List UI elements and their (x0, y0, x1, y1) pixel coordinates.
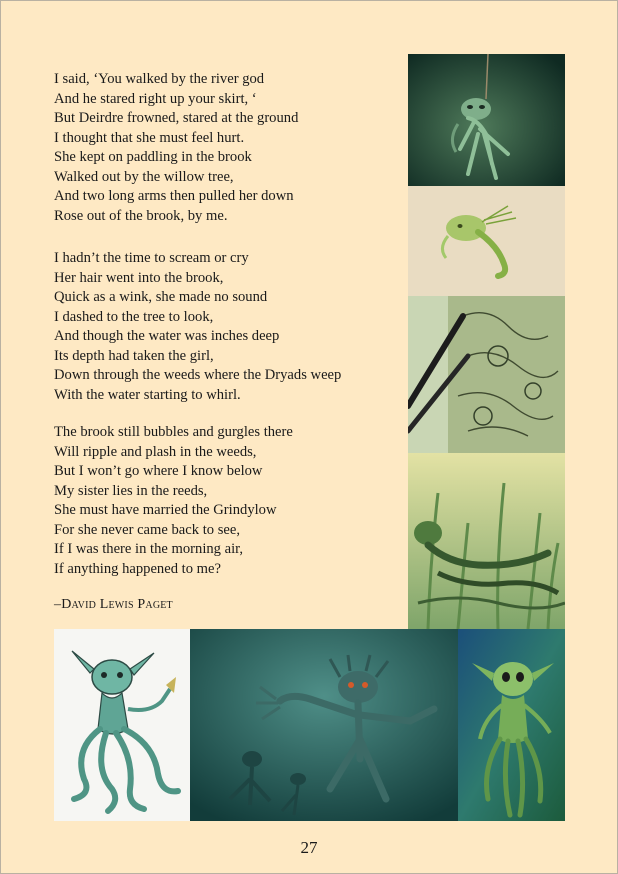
poem-stanza-3 (54, 423, 293, 579)
poem-line: I thought that she must feel hurt. (54, 129, 245, 146)
poem-line: I dashed to the tree to look, (54, 308, 214, 325)
poem-signature: –David Lewis Paget (54, 597, 173, 612)
poem-line: Quick as a wink, she made no sound (54, 289, 268, 305)
poem-stanza-1 (54, 70, 298, 226)
poem-line: My sister lies in the reeds, (54, 482, 208, 499)
underwater-grindylows-image (190, 629, 458, 821)
tentacled-grindylow-sketch-image (54, 629, 190, 821)
creature-in-reeds-image (408, 453, 565, 629)
poem-line: Will ripple and plash in the weeds, (54, 443, 257, 460)
poem-line: But Deirdre frowned, stared at the ground (54, 110, 299, 126)
green-watercolor-creature-image (408, 186, 565, 296)
poem-line: And though the water was inches deep (54, 328, 280, 344)
poem-line: Down through the weeds where the Dryads weep (54, 367, 342, 383)
poem-line: She kept on paddling in the brook (54, 149, 252, 165)
poem-line: Its depth had taken the girl, (54, 347, 214, 364)
poem-line: If anything happened to me? (54, 560, 221, 577)
sketchbook-brush-drawing-image (408, 296, 565, 453)
grindylow-hanging-figure-image (408, 54, 565, 186)
poem-line: I hadn’t the time to scream or cry (54, 250, 249, 266)
poem-line: With the water starting to whirl. (54, 386, 241, 403)
page-number: 27 (300, 838, 318, 857)
poem-line: But I won’t go where I know below (54, 463, 263, 479)
poem-line: Walked out by the willow tree, (54, 168, 234, 185)
green-grindylow-portrait-image (458, 629, 565, 821)
poem-line: The brook still bubbles and gurgles there (54, 424, 293, 440)
poem-line: For she never came back to see, (54, 521, 240, 538)
poem-stanza-2 (54, 249, 341, 405)
poem-line: If I was there in the morning air, (54, 541, 244, 557)
poem-line: I said, ‘You walked by the river god (54, 71, 265, 87)
poem-line: And two long arms then pulled her down (54, 188, 294, 204)
poem-line: She must have married the Grindylow (54, 502, 277, 518)
poem-line: Rose out of the brook, by me. (54, 207, 228, 224)
poem-line: Her hair went into the brook, (54, 269, 224, 286)
poem-line: And he stared right up your skirt, ‘ (54, 90, 257, 107)
